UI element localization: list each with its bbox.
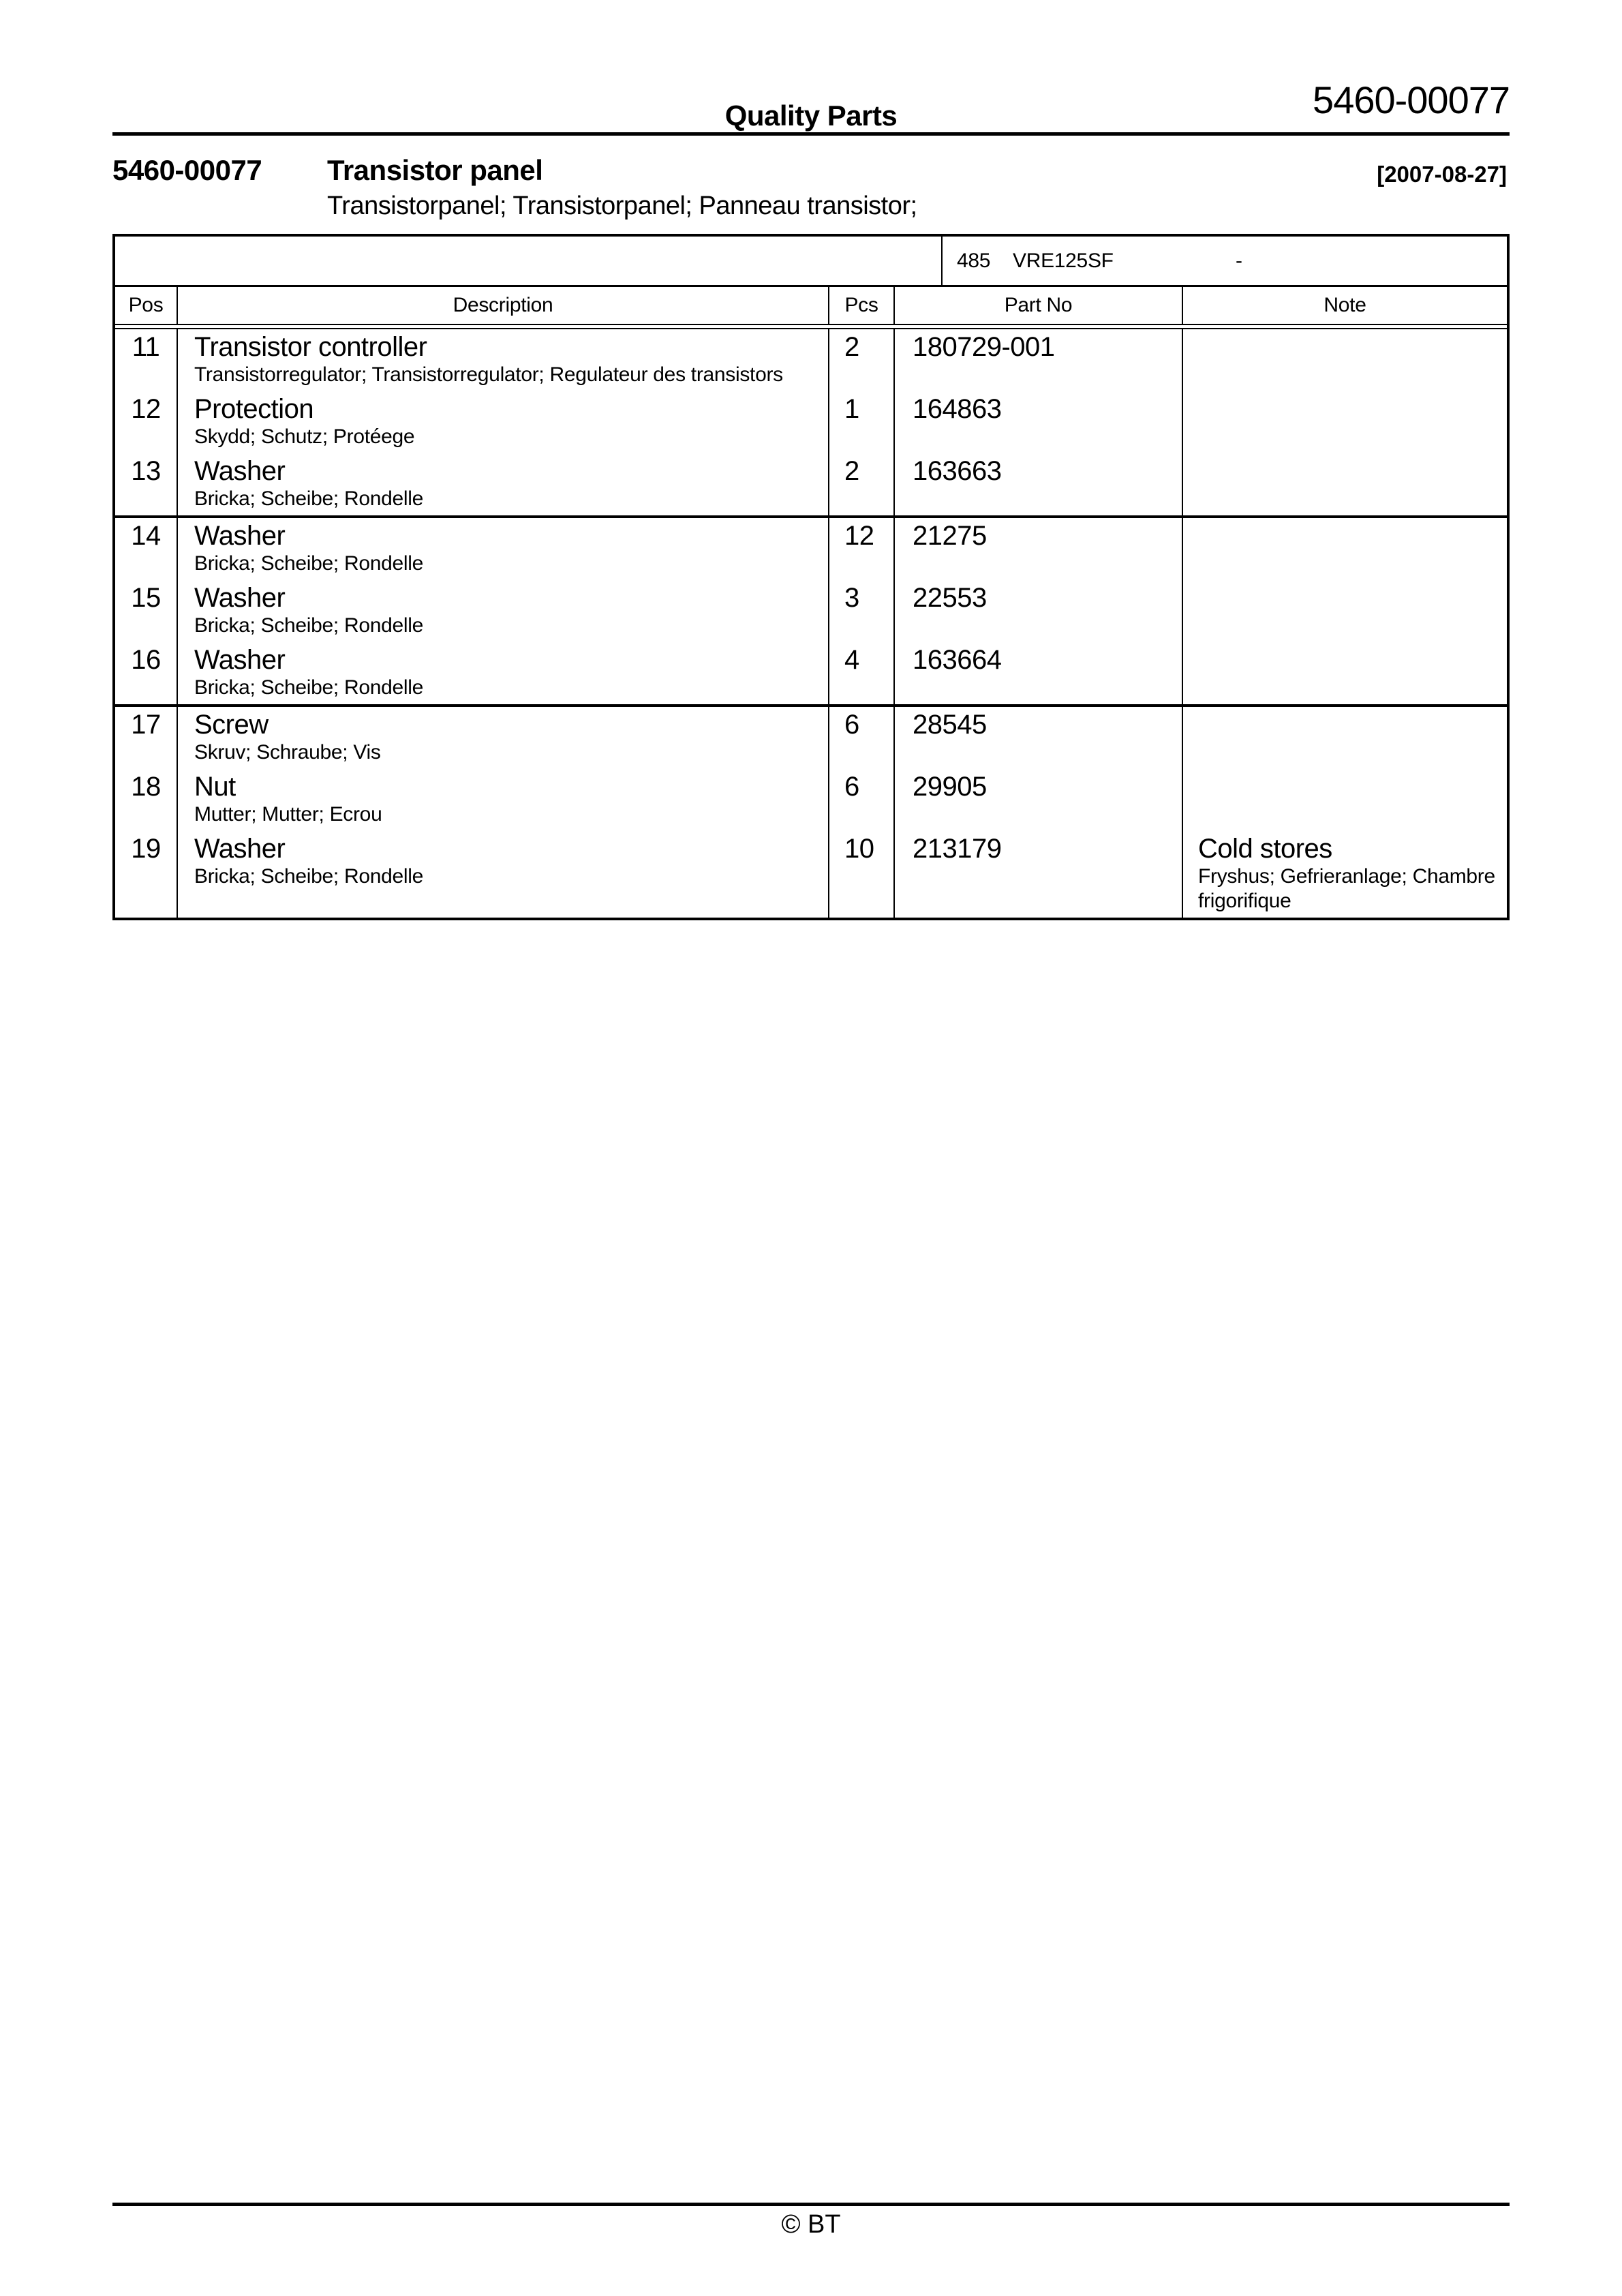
row-pos: 12 [115,391,178,453]
table-row [115,518,1507,580]
row-pos: 14 [115,518,178,580]
row-pcs: 3 [829,580,895,642]
row-description: Washer [194,521,286,551]
col-header-note: Note [1323,294,1366,316]
row-description-cell [178,329,829,391]
revision-date: [2007-08-27] [1377,162,1507,187]
table-row [115,769,1507,831]
row-description: Transistor controller [194,332,427,362]
row-part-no: 22553 [895,580,1183,642]
model-row-empty-cell [115,237,943,285]
row-part-no: 28545 [895,707,1183,769]
row-description-sub: Bricka; Scheibe; Rondelle [194,614,424,637]
header-rule [112,132,1510,136]
row-note-cell [1183,391,1507,453]
row-note-cell [1183,769,1507,831]
row-pcs: 2 [829,453,895,515]
row-pcs: 10 [829,831,895,918]
row-description-sub: Bricka; Scheibe; Rondelle [194,487,424,510]
col-header-part-no: Part No [895,287,1183,324]
table-row [115,831,1507,918]
col-header-description: Description [178,287,829,324]
row-description-cell [178,391,829,453]
row-part-no: 21275 [895,518,1183,580]
header-brand: Quality Parts [724,100,898,132]
row-pcs: 6 [829,769,895,831]
model-code: 485 [957,249,991,272]
row-note-cell [1183,707,1507,769]
row-pcs: 12 [829,518,895,580]
row-group [115,329,1507,515]
row-description-cell [178,642,829,704]
row-part-no: 163663 [895,453,1183,515]
row-group [115,704,1507,918]
row-description: Washer [194,645,286,675]
model-name: VRE125SF [1013,249,1114,272]
row-pos: 18 [115,769,178,831]
row-note-cell [1183,580,1507,642]
row-pcs: 2 [829,329,895,391]
row-description-cell [178,707,829,769]
footer-copyright: © BT [781,2210,841,2239]
row-description-cell [178,518,829,580]
table-row [115,707,1507,769]
row-note-sub: Fryshus; Gefrieranlage; Chambre frigorifique [1198,865,1495,912]
table-header-row [115,287,1507,324]
row-part-no: 180729-001 [895,329,1183,391]
row-description-sub: Bricka; Scheibe; Rondelle [194,676,424,699]
row-description-cell [178,831,829,918]
row-note-cell [1183,329,1507,391]
row-pos: 15 [115,580,178,642]
row-note-cell [1183,642,1507,704]
table-row [115,329,1507,391]
row-description-cell [178,453,829,515]
row-description-sub: Transistorregulator; Transistorregulator; Regulateur des transistors [194,363,783,386]
table-row [115,642,1507,704]
row-part-no: 29905 [895,769,1183,831]
row-description-sub: Bricka; Scheibe; Rondelle [194,865,424,888]
row-description: Washer [194,456,286,486]
row-description: Protection [194,394,314,424]
table-row [115,391,1507,453]
row-part-no: 164863 [895,391,1183,453]
parts-table [112,234,1510,920]
header-double-rule [115,324,1507,329]
model-row [115,237,1507,287]
table-row [115,453,1507,515]
row-description-cell [178,769,829,831]
row-description: Nut [194,772,236,802]
row-note-cell [1183,518,1507,580]
row-note-cell [1183,831,1507,918]
row-note: Cold stores [1198,834,1332,864]
model-dash: - [1236,249,1242,272]
row-group [115,515,1507,704]
row-description-sub: Mutter; Mutter; Ecrou [194,803,382,826]
model-row-cell [943,237,1507,285]
col-header-pos: Pos [115,287,178,324]
row-part-no: 213179 [895,831,1183,918]
page-subtitle: Transistorpanel; Transistorpanel; Panneau transistor; [327,192,917,220]
row-description-sub: Skydd; Schutz; Protéege [194,425,415,448]
footer-rule [112,2203,1510,2206]
row-pcs: 1 [829,391,895,453]
title-doc-number: 5460-00077 [112,154,262,186]
row-pcs: 4 [829,642,895,704]
header-doc-number: 5460-00077 [1313,78,1510,121]
row-description-sub: Bricka; Scheibe; Rondelle [194,552,424,575]
row-description: Screw [194,710,269,740]
row-pos: 17 [115,707,178,769]
table-row [115,580,1507,642]
row-pos: 13 [115,453,178,515]
row-description: Washer [194,834,286,864]
row-description: Washer [194,583,286,613]
row-pos: 11 [115,329,178,391]
page-title: Transistor panel [327,154,543,186]
row-pos: 16 [115,642,178,704]
row-description-sub: Skruv; Schraube; Vis [194,741,381,764]
row-pcs: 6 [829,707,895,769]
row-note-cell [1183,453,1507,515]
row-description-cell [178,580,829,642]
parts-table-groups [115,329,1507,918]
row-part-no: 163664 [895,642,1183,704]
row-pos: 19 [115,831,178,918]
col-header-pcs: Pcs [829,287,895,324]
